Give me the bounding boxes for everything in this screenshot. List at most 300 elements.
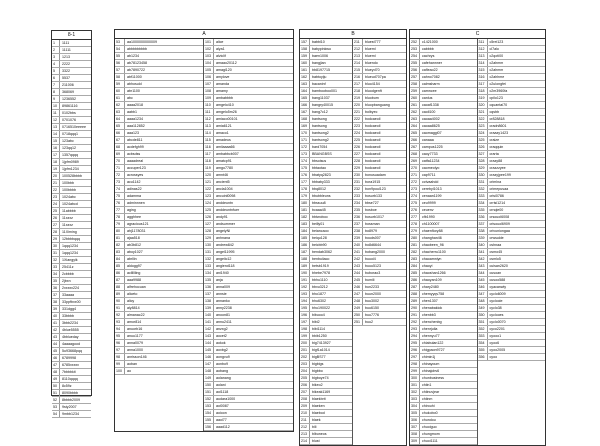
row-number: 27 — [52, 222, 60, 228]
row-number: 291 — [410, 312, 420, 318]
row-value: cusoo588 — [489, 278, 506, 282]
row-value: 11xzxz — [62, 223, 73, 227]
table-row — [115, 200, 203, 207]
row-number: 200 — [300, 340, 310, 346]
row-number: 194 — [300, 298, 310, 304]
table-row — [353, 207, 406, 214]
table-row — [353, 130, 406, 137]
row-value: 7bbbbkit — [62, 370, 76, 374]
row-number: 113 — [204, 123, 214, 129]
table-row — [204, 53, 293, 60]
row-number: 12 — [52, 117, 60, 123]
table-row — [410, 46, 477, 53]
table-row — [353, 53, 406, 60]
table-row — [410, 172, 477, 179]
table-row — [204, 319, 293, 326]
row-value: aaaa1234 — [127, 117, 143, 121]
table-row — [478, 53, 546, 60]
row-value: cfb1990 — [422, 215, 435, 219]
table-row — [410, 200, 477, 207]
row-number: 193 — [300, 291, 310, 297]
table-row — [115, 326, 203, 333]
row-number: 91 — [115, 305, 125, 311]
table-row — [204, 305, 293, 312]
table-row — [410, 81, 477, 88]
table-row — [353, 151, 406, 158]
row-number: 244 — [353, 270, 363, 276]
row-number: 304 — [410, 403, 420, 409]
row-number: 231 — [353, 179, 363, 185]
row-value: bosboe — [365, 208, 377, 212]
row-number: 118 — [204, 158, 214, 164]
table-row — [353, 46, 406, 53]
table-row — [300, 158, 352, 165]
table-row — [52, 362, 91, 369]
row-value: chary2480 — [422, 285, 439, 289]
row-value: chacherru1100 — [422, 250, 446, 254]
table-row — [52, 47, 91, 54]
table-row — [204, 151, 293, 158]
row-number: 350 — [478, 312, 488, 318]
row-value: bouds007 — [365, 236, 381, 240]
row-number: 210 — [300, 410, 310, 416]
row-value: crnqle00 — [489, 208, 504, 212]
row-value: 331dgg4 — [62, 307, 76, 311]
row-value: cyoo2005 — [489, 348, 506, 352]
row-value: aclllllling — [127, 271, 141, 275]
table-row — [410, 382, 477, 389]
row-number: 124 — [204, 200, 214, 206]
table-row — [115, 263, 203, 270]
row-number: 164 — [300, 88, 310, 94]
row-number: 306 — [410, 417, 420, 423]
table-row — [478, 102, 546, 109]
row-value: aboy1027 — [127, 250, 143, 254]
row-number: 307 — [410, 424, 420, 430]
row-value: 1jpfm1234 — [62, 167, 79, 171]
row-number: 245 — [353, 277, 363, 283]
table-row — [115, 228, 203, 235]
table-row — [52, 348, 91, 355]
table-row — [478, 46, 546, 53]
row-number: 329 — [478, 165, 488, 171]
row-value: agghhee — [127, 215, 141, 219]
table-row — [478, 305, 546, 312]
table-row — [353, 116, 406, 123]
row-value: ajaa518 — [127, 236, 140, 240]
row-number: 129 — [204, 235, 214, 241]
table-row — [300, 130, 352, 137]
row-value: andsummer — [216, 222, 235, 226]
row-value: bacaninf — [312, 82, 326, 86]
table-row — [478, 256, 546, 263]
table-row — [204, 396, 293, 403]
row-number: 9 — [52, 96, 60, 102]
table-row — [52, 131, 91, 138]
row-number: 323 — [478, 123, 488, 129]
table-row — [478, 277, 546, 284]
row-number: 289 — [410, 298, 420, 304]
table-row — [300, 207, 352, 214]
row-number: 265 — [410, 130, 420, 136]
table-row — [52, 229, 91, 236]
row-number: 4 — [52, 61, 60, 67]
row-number: 280 — [410, 235, 420, 241]
row-number: 73 — [115, 179, 125, 185]
table-row — [52, 61, 91, 68]
row-number: 114 — [204, 130, 214, 136]
table-row — [410, 74, 477, 81]
row-value: bossman — [365, 222, 380, 226]
row-number: 14 — [52, 131, 60, 137]
table-row — [300, 319, 352, 326]
row-number: 224 — [353, 130, 363, 136]
table-row — [410, 158, 477, 165]
row-value: crisouol6909 — [489, 222, 510, 226]
row-number: 122 — [204, 186, 214, 192]
table-row — [52, 390, 91, 397]
row-value: aaa9988 — [127, 278, 141, 282]
row-value: bikeak1169 — [312, 390, 331, 394]
row-value: anny2238 — [216, 306, 232, 310]
row-value: anzxg2 — [216, 327, 228, 331]
row-value: buuu5123 — [365, 264, 381, 268]
table-row — [478, 67, 546, 74]
row-value: c1421000 — [422, 40, 438, 44]
row-number: 238 — [353, 228, 363, 234]
table-row — [115, 165, 203, 172]
table-row — [478, 158, 546, 165]
table-row — [204, 312, 293, 319]
row-number: 346 — [478, 284, 488, 290]
table-row — [204, 60, 293, 67]
row-value: amylove — [216, 75, 230, 79]
row-value: chukobo0 — [422, 411, 438, 415]
row-value: chenbb3 — [422, 313, 436, 317]
row-value: bumili — [365, 278, 375, 282]
row-value: aliceto — [127, 292, 138, 296]
table-row — [410, 102, 477, 109]
row-value: csmo45 — [489, 250, 503, 254]
row-number: 26 — [52, 215, 60, 221]
row-number: 335 — [478, 207, 488, 213]
row-number: 333 — [478, 193, 488, 199]
row-value: bang11037 — [312, 96, 330, 100]
row-value: bbatyq2823 — [312, 173, 331, 177]
row-value: 33bbbb — [62, 314, 74, 318]
table-row — [52, 54, 91, 61]
row-value: aaad112 — [216, 425, 230, 429]
row-value: babtoyiju — [312, 75, 327, 79]
row-number: 264 — [410, 123, 420, 129]
table-row — [410, 340, 477, 347]
table-row — [204, 249, 293, 256]
row-value: canlus — [422, 96, 433, 100]
row-number: 89 — [115, 291, 125, 297]
row-number: 136 — [204, 284, 214, 290]
row-value: chiinuvjear — [422, 390, 440, 394]
row-number: 55 — [115, 53, 125, 59]
table-row — [52, 292, 91, 299]
row-number: 138 — [204, 298, 214, 304]
row-value: angel11995 — [216, 250, 235, 254]
row-value: changhan46 — [422, 236, 442, 240]
row-value: betsb1919 — [312, 264, 329, 268]
row-value: 1236552 — [62, 97, 76, 101]
row-value: aging — [127, 208, 136, 212]
table-row — [410, 375, 477, 382]
row-value: 4aaaagood — [62, 342, 80, 346]
row-number: 154 — [204, 410, 214, 416]
table-row — [204, 277, 293, 284]
row-value: 1024abc — [62, 195, 76, 199]
table-row — [478, 291, 546, 298]
table-row — [204, 389, 293, 396]
row-value: amgelo410 — [216, 103, 234, 107]
table-row — [410, 410, 477, 417]
table-row — [204, 95, 293, 102]
table-row — [52, 159, 91, 166]
table-column — [353, 39, 406, 445]
row-number: 88 — [115, 284, 125, 290]
row-value: chaobeen_96 — [422, 243, 444, 247]
row-value: amnt46 — [216, 173, 228, 177]
row-value: bolbyec — [365, 110, 378, 114]
row-value: chenchenbg — [422, 320, 442, 324]
row-value: cafleao22 — [422, 68, 438, 72]
table-row — [52, 236, 91, 243]
row-value: chiinm — [422, 397, 433, 401]
row-value: beilly01 — [312, 222, 325, 226]
row-number: 181 — [300, 207, 310, 213]
table-row — [52, 285, 91, 292]
row-number: 110 — [204, 102, 214, 108]
table-row — [353, 235, 406, 242]
table-row — [300, 109, 352, 116]
row-value: blueml — [365, 54, 376, 58]
table-row — [115, 116, 203, 123]
table-row — [204, 291, 293, 298]
table-row — [410, 424, 477, 431]
table-row — [410, 403, 477, 410]
row-number: 183 — [300, 221, 310, 227]
table-row — [204, 186, 293, 193]
table-row — [478, 116, 546, 123]
row-value: ab7890722 — [127, 68, 145, 72]
table-row — [300, 417, 352, 424]
table-row — [410, 242, 477, 249]
table-columns — [115, 39, 293, 431]
row-number: 17 — [52, 152, 60, 158]
row-value: aaa112852 — [127, 124, 145, 128]
table-row — [204, 347, 293, 354]
table-row — [52, 117, 91, 124]
table-row — [353, 214, 406, 221]
row-number: 247 — [353, 291, 363, 297]
row-number: 172 — [300, 144, 310, 150]
table-row — [478, 270, 546, 277]
row-value: anoon81 — [216, 313, 230, 317]
table-row — [410, 88, 477, 95]
row-value: andy91 — [216, 215, 228, 219]
row-value: ambabbcb007 — [216, 152, 239, 156]
table-row — [478, 95, 546, 102]
row-value: 0716510eeeee — [62, 125, 86, 129]
row-number: 66 — [115, 130, 125, 136]
table-row — [204, 270, 293, 277]
table-row — [300, 214, 352, 221]
table-row — [115, 53, 203, 60]
table-row — [204, 88, 293, 95]
table-row — [204, 410, 293, 417]
row-value: camncee — [422, 89, 437, 93]
table-header: C — [410, 30, 545, 39]
row-number: 192 — [300, 284, 310, 290]
row-value: aolanang — [216, 376, 231, 380]
row-value: blaekbrit — [312, 397, 326, 401]
table-row — [204, 207, 293, 214]
row-value: chiin1 — [422, 383, 432, 387]
row-value: cap9711 — [422, 173, 436, 177]
row-value: aoban — [127, 362, 137, 366]
row-number: 52 — [52, 397, 60, 403]
row-number: 65 — [115, 123, 125, 129]
table-row — [353, 291, 406, 298]
table-column — [410, 39, 478, 445]
table-header: B — [300, 30, 406, 39]
table-row — [410, 298, 477, 305]
row-value: cr828818 — [489, 117, 505, 121]
table-row — [478, 193, 546, 200]
table-row — [410, 396, 477, 403]
row-number: 40 — [52, 313, 60, 319]
table-row — [478, 74, 546, 81]
row-number: 162 — [300, 74, 310, 80]
table-row — [204, 137, 293, 144]
row-number: 298 — [410, 361, 420, 367]
table-row — [300, 221, 352, 228]
row-number: 149 — [204, 375, 214, 381]
table-row — [52, 138, 91, 145]
table-row — [353, 221, 406, 228]
row-value: bodcaeoil — [365, 152, 381, 156]
row-number: 148 — [204, 368, 214, 374]
row-number: 226 — [353, 144, 363, 150]
table-row — [204, 235, 293, 242]
table-row — [204, 403, 293, 410]
row-value: cerebyl1013 — [422, 187, 442, 191]
table-row — [52, 173, 91, 180]
table-row — [410, 284, 477, 291]
row-number: 288 — [410, 291, 420, 297]
table-row — [115, 123, 203, 130]
row-value: bora1915 — [365, 180, 381, 184]
row-value: beicbb90 — [312, 243, 327, 247]
row-value: canaaa — [422, 138, 434, 142]
table-row — [478, 298, 546, 305]
row-value: bonusuadam — [365, 173, 386, 177]
row-number: 29 — [52, 236, 60, 242]
table-row — [52, 404, 91, 411]
row-value: buu6150 — [365, 306, 379, 310]
table-row — [300, 137, 352, 144]
row-value: chaoamniyn — [422, 257, 442, 261]
row-value: 2jbxn — [62, 279, 71, 283]
row-number: 10 — [52, 103, 60, 109]
table-row — [410, 165, 477, 172]
row-value: bang7c12 — [312, 110, 328, 114]
row-number: 205 — [300, 375, 310, 381]
row-number: 159 — [300, 53, 310, 59]
row-value: amaao20112 — [216, 61, 237, 65]
table-row — [410, 221, 477, 228]
row-number: 24 — [52, 201, 60, 207]
table-row — [52, 82, 91, 89]
table-row — [52, 40, 91, 47]
row-number: 90 — [115, 298, 125, 304]
table-row — [115, 270, 203, 277]
table-row — [115, 333, 203, 340]
row-value: bhu6302 — [312, 299, 326, 303]
row-value: caoaf1338 — [422, 103, 439, 107]
row-value: cafehannner — [422, 61, 442, 65]
row-value: almanac22 — [127, 313, 145, 317]
table-row — [204, 102, 293, 109]
row-number: 314 — [478, 60, 488, 66]
table-row — [115, 235, 203, 242]
table-row — [204, 67, 293, 74]
row-value: crsouol6008 — [489, 215, 510, 219]
row-number: 63 — [115, 109, 125, 115]
table-row — [115, 249, 203, 256]
table-row — [115, 319, 203, 326]
row-number: 83 — [115, 249, 125, 255]
table-row — [478, 263, 546, 270]
row-value: aobang — [216, 369, 228, 373]
row-value: cahno7082 — [422, 75, 440, 79]
row-number: 178 — [300, 186, 310, 192]
row-value: 0701076 — [62, 118, 76, 122]
row-value: bosurb133 — [365, 194, 382, 198]
row-number: 271 — [410, 172, 420, 178]
row-value: adamma — [127, 194, 141, 198]
table-row — [410, 235, 477, 242]
row-number: 213 — [353, 53, 363, 59]
table-row — [115, 60, 203, 67]
row-number: 59 — [115, 81, 125, 87]
row-number: 212 — [353, 46, 363, 52]
row-value: chemyyqv758 — [422, 292, 445, 296]
row-value: 4bblueday — [62, 335, 79, 339]
row-value: c2ahhme — [489, 75, 505, 79]
row-value: 5u93668pqq — [62, 349, 82, 353]
row-value: bodcaeoil — [365, 131, 381, 135]
row-number: 353 — [478, 333, 488, 339]
row-number: 112 — [204, 116, 214, 122]
row-value: aa1000000000009 — [127, 40, 157, 44]
table-row — [52, 166, 91, 173]
row-number: 67 — [115, 137, 125, 143]
table-row — [52, 145, 91, 152]
row-value: 11xzxz — [62, 216, 73, 220]
table-row — [204, 242, 293, 249]
table-column — [300, 39, 353, 445]
row-number: 160 — [300, 60, 310, 66]
row-value: anddeuntnfuer — [216, 208, 240, 212]
table-row — [410, 67, 477, 74]
table-row — [300, 396, 352, 403]
row-number: 321 — [478, 109, 488, 115]
